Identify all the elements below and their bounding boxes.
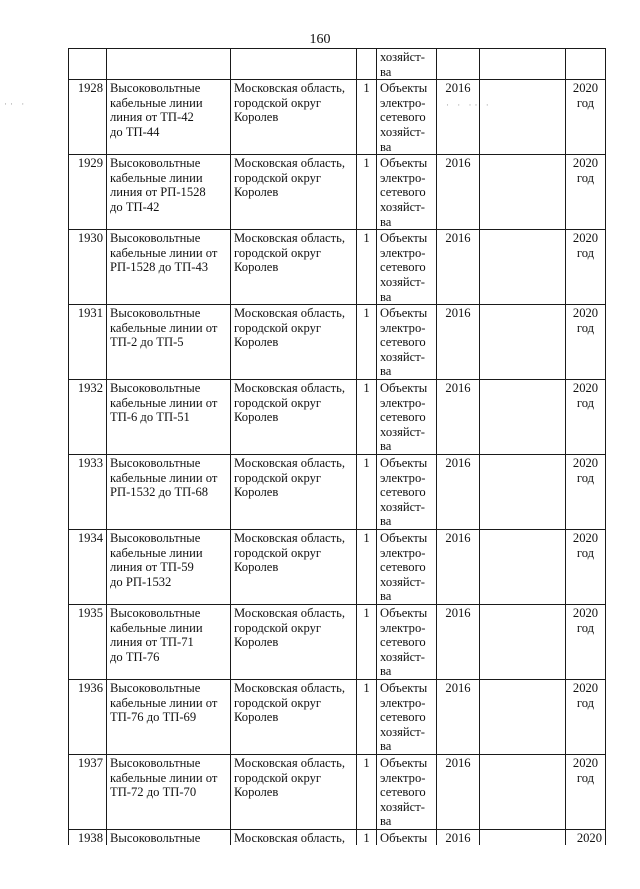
name-line: до ТП-76	[110, 649, 160, 664]
category-line: ва	[380, 289, 392, 304]
category-line: хозяйст-	[380, 724, 425, 739]
name-line: Высоковольтные	[110, 605, 201, 620]
cell-year-start: 2016	[437, 80, 480, 155]
scan-artifact-left: ·· ·	[4, 99, 28, 109]
location-line: Московская область,	[234, 531, 346, 545]
category-line: хозяйст-	[380, 574, 425, 589]
cell-num: 1932	[69, 380, 107, 455]
table-row	[69, 604, 606, 679]
objects-table	[68, 48, 606, 845]
location-line: Королев	[234, 785, 279, 800]
cell-year-end: 2020	[566, 829, 606, 845]
name-line: Высоковольтные	[110, 81, 201, 96]
cell-location	[231, 455, 357, 530]
cell-category	[377, 754, 437, 829]
cell-num: 1937	[69, 754, 107, 829]
name-line: Высоковольтные	[110, 680, 201, 695]
category-line: ва	[380, 439, 392, 454]
cell-blank	[480, 49, 566, 80]
cell-year-start: 2016	[437, 604, 480, 679]
name-line: кабельные линии от	[110, 395, 218, 410]
category-line: ва	[380, 64, 392, 79]
cell-year-start: 2016	[437, 455, 480, 530]
location-line: городской округ	[234, 770, 322, 785]
location-line: Московская область,	[234, 680, 346, 695]
table-row	[69, 530, 606, 605]
year-end-unit: год	[576, 95, 595, 110]
location-line: Московская область,	[234, 456, 346, 471]
name-line: до ТП-44	[110, 124, 160, 139]
table-body	[69, 49, 606, 846]
cell-num: 1935	[69, 604, 107, 679]
name-line: кабельные линии	[110, 545, 203, 560]
cell-location	[231, 604, 357, 679]
cell-location: Московская область,	[231, 829, 357, 845]
category-line: электро-	[380, 695, 426, 710]
table-row-last	[69, 829, 606, 845]
location-line: Королев	[234, 560, 279, 575]
location-line: городской округ	[234, 320, 322, 335]
category-line: ва	[380, 139, 392, 154]
cell-blank	[480, 80, 566, 155]
location-line: Королев	[234, 485, 279, 500]
category-line: сетевого	[380, 560, 426, 575]
category-line: хозяйст-	[380, 424, 425, 439]
location-line: городской округ	[234, 245, 322, 260]
cell-year-end	[566, 679, 606, 754]
cell-num: 1929	[69, 155, 107, 230]
category-line: хозяйст-	[380, 124, 425, 139]
name-line: кабельные линии от	[110, 245, 218, 260]
table-row	[69, 455, 606, 530]
cell-blank	[480, 230, 566, 305]
cell-category	[377, 49, 437, 80]
cell-year-start	[437, 49, 480, 80]
year-end-value: 2020	[572, 381, 599, 396]
category-line: хозяйст-	[380, 50, 425, 64]
name-line: Высоковольтные	[110, 456, 201, 471]
location-line: городской округ	[234, 620, 322, 635]
category-line: ва	[380, 739, 392, 754]
cell-blank	[480, 455, 566, 530]
year-end-value: 2020	[572, 306, 599, 321]
year-end-value: 2020	[572, 680, 599, 695]
year-end-value: 2020	[572, 531, 599, 545]
cell-location	[231, 230, 357, 305]
name-line: РП-1528 до ТП-43	[110, 260, 209, 275]
cell-category	[377, 155, 437, 230]
scan-artifact-right: · · ·· ·	[446, 100, 492, 110]
cell-blank	[480, 305, 566, 380]
table-row	[69, 305, 606, 380]
name-line: кабельные линии от	[110, 470, 218, 485]
cell-num: 1931	[69, 305, 107, 380]
table-row	[69, 754, 606, 829]
category-line: электро-	[380, 395, 426, 410]
location-line: Королев	[234, 635, 279, 650]
location-line: Московская область,	[234, 381, 346, 396]
name-line: линия от ТП-71	[110, 635, 194, 650]
year-end-unit: год	[576, 620, 595, 635]
name-line: Высоковольтные	[110, 381, 201, 396]
name-line: РП-1532 до ТП-68	[110, 485, 209, 500]
name-line: кабельные линии от	[110, 695, 218, 710]
cell-name	[107, 754, 231, 829]
category-line: сетевого	[380, 260, 426, 275]
table-row	[69, 80, 606, 155]
location-line: городской округ	[234, 395, 322, 410]
cell-num: 1934	[69, 530, 107, 605]
location-line: Московская область,	[234, 605, 346, 620]
cell-category	[377, 230, 437, 305]
cell-category	[377, 455, 437, 530]
cell-num: 1928	[69, 80, 107, 155]
cell-location	[231, 530, 357, 605]
table-row	[69, 230, 606, 305]
category-line: Объекты	[380, 456, 428, 471]
cell-qty: 1	[357, 80, 377, 155]
name-line: линия от ТП-42	[110, 110, 194, 125]
name-line: кабельные линии	[110, 170, 203, 185]
category-line: электро-	[380, 470, 426, 485]
cell-qty	[357, 49, 377, 80]
cell-location	[231, 679, 357, 754]
cell-name	[107, 604, 231, 679]
cell-year-end	[566, 754, 606, 829]
cell-location	[231, 80, 357, 155]
category-line: Объекты	[380, 81, 428, 96]
cell-blank	[480, 829, 566, 845]
location-line: Королев	[234, 110, 279, 125]
year-end-unit: год	[576, 395, 595, 410]
location-line: Московская область,	[234, 156, 346, 171]
name-line: кабельные линии от	[110, 770, 218, 785]
location-line: городской округ	[234, 170, 322, 185]
cell-year-end	[566, 49, 606, 80]
category-line: ва	[380, 589, 392, 604]
cell-year-start: 2016	[437, 305, 480, 380]
category-line: электро-	[380, 320, 426, 335]
cell-name	[107, 80, 231, 155]
table-row	[69, 155, 606, 230]
category-line: электро-	[380, 620, 426, 635]
cell-category	[377, 80, 437, 155]
category-line: электро-	[380, 95, 426, 110]
category-line: Объекты	[380, 605, 428, 620]
cell-num: 1930	[69, 230, 107, 305]
name-line: до ТП-42	[110, 199, 160, 214]
year-end-unit: год	[576, 470, 595, 485]
location-line: Королев	[234, 710, 279, 725]
category-line: сетевого	[380, 110, 426, 125]
cell-qty: 1	[357, 679, 377, 754]
name-line: кабельные линии	[110, 95, 203, 110]
cell-year-end	[566, 80, 606, 155]
category-line: электро-	[380, 545, 426, 560]
cell-year-start: 2016	[437, 530, 480, 605]
cell-qty: 1	[357, 530, 377, 605]
name-line: ТП-6 до ТП-51	[110, 410, 190, 425]
cell-blank	[480, 754, 566, 829]
cell-name: Высоковольтные	[107, 829, 231, 845]
table-row	[69, 380, 606, 455]
year-end-value: 2020	[572, 156, 599, 171]
cell-qty: 1	[357, 380, 377, 455]
cell-name	[107, 380, 231, 455]
category-line: электро-	[380, 245, 426, 260]
cell-qty: 1	[357, 230, 377, 305]
category-line: ва	[380, 664, 392, 679]
cell-location	[231, 49, 357, 80]
cell-year-start: 2016	[437, 829, 480, 845]
cell-num	[69, 49, 107, 80]
cell-location	[231, 155, 357, 230]
year-end-value: 2020	[572, 755, 599, 770]
category-line: хозяйст-	[380, 274, 425, 289]
category-line: хозяйст-	[380, 499, 425, 514]
name-line: ТП-2 до ТП-5	[110, 335, 184, 350]
category-line: Объекты	[380, 231, 428, 246]
cell-year-end	[566, 155, 606, 230]
category-line: Объекты	[380, 531, 428, 545]
category-line: сетевого	[380, 410, 426, 425]
cell-year-start: 2016	[437, 230, 480, 305]
cell-year-start: 2016	[437, 754, 480, 829]
cell-category	[377, 604, 437, 679]
category-line: сетевого	[380, 785, 426, 800]
year-end-unit: год	[576, 320, 595, 335]
year-end-value: 2020	[572, 81, 599, 96]
cell-qty: 1	[357, 455, 377, 530]
category-line: Объекты	[380, 306, 428, 321]
name-line: до РП-1532	[110, 574, 172, 589]
name-line: линия от ТП-59	[110, 560, 194, 575]
category-line: хозяйст-	[380, 199, 425, 214]
cell-blank	[480, 604, 566, 679]
cell-category	[377, 679, 437, 754]
location-line: Московская область,	[234, 755, 346, 770]
cell-location	[231, 380, 357, 455]
name-line: ТП-76 до ТП-69	[110, 710, 197, 725]
location-line: городской округ	[234, 695, 322, 710]
category-line: сетевого	[380, 485, 426, 500]
year-end-value: 2020	[572, 456, 599, 471]
table-row-continuation	[69, 49, 606, 80]
cell-location	[231, 305, 357, 380]
cell-year-end	[566, 380, 606, 455]
cell-year-end	[566, 604, 606, 679]
cell-blank	[480, 530, 566, 605]
year-end-unit: год	[576, 170, 595, 185]
location-line: Московская область,	[234, 306, 346, 321]
name-line: Высоковольтные	[110, 755, 201, 770]
category-line: электро-	[380, 770, 426, 785]
cell-year-end	[566, 305, 606, 380]
year-end-unit: год	[576, 770, 595, 785]
cell-name	[107, 455, 231, 530]
location-line: Королев	[234, 410, 279, 425]
name-line: кабельные линии	[110, 620, 203, 635]
name-line: Высоковольтные	[110, 156, 201, 171]
year-end-value: 2020	[572, 231, 599, 246]
table-row	[69, 679, 606, 754]
category-line: ва	[380, 814, 392, 829]
location-line: Королев	[234, 335, 279, 350]
cell-year-end	[566, 455, 606, 530]
category-line: сетевого	[380, 185, 426, 200]
page-number: 160	[309, 32, 331, 47]
category-line: ва	[380, 364, 392, 379]
location-line: городской округ	[234, 545, 322, 560]
category-line: ва	[380, 514, 392, 529]
cell-name	[107, 305, 231, 380]
category-line: хозяйст-	[380, 649, 425, 664]
year-end-unit: год	[576, 545, 595, 560]
cell-category	[377, 305, 437, 380]
name-line: Высоковольтные	[110, 531, 201, 545]
category-line: сетевого	[380, 335, 426, 350]
category-line: сетевого	[380, 710, 426, 725]
location-line: городской округ	[234, 95, 322, 110]
category-line: электро-	[380, 170, 426, 185]
category-line: Объекты	[380, 680, 428, 695]
category-line: Объекты	[380, 381, 428, 396]
name-line: Высоковольтные	[110, 231, 201, 246]
location-line: городской округ	[234, 470, 322, 485]
cell-name	[107, 679, 231, 754]
category-line: хозяйст-	[380, 349, 425, 364]
cell-year-start: 2016	[437, 679, 480, 754]
cell-name	[107, 530, 231, 605]
location-line: Королев	[234, 260, 279, 275]
name-line: ТП-72 до ТП-70	[110, 785, 197, 800]
cell-category	[377, 380, 437, 455]
cell-blank	[480, 679, 566, 754]
category-line: сетевого	[380, 635, 426, 650]
cell-year-end	[566, 230, 606, 305]
cell-category: Объекты	[377, 829, 437, 845]
cell-name	[107, 230, 231, 305]
cell-qty: 1	[357, 604, 377, 679]
year-end-unit: год	[576, 245, 595, 260]
cell-qty: 1	[357, 754, 377, 829]
name-line: кабельные линии от	[110, 320, 218, 335]
cell-blank	[480, 155, 566, 230]
name-line: Высоковольтные	[110, 306, 201, 321]
cell-year-start: 2016	[437, 155, 480, 230]
cell-year-start: 2016	[437, 380, 480, 455]
year-end-value: 2020	[572, 605, 599, 620]
category-line: Объекты	[380, 156, 428, 171]
cell-qty: 1	[357, 155, 377, 230]
cell-year-end	[566, 530, 606, 605]
year-end-unit: год	[576, 695, 595, 710]
location-line: Московская область,	[234, 81, 346, 96]
name-line: линия от РП-1528	[110, 185, 206, 200]
cell-location	[231, 754, 357, 829]
cell-category	[377, 530, 437, 605]
cell-qty: 1	[357, 305, 377, 380]
location-line: Московская область,	[234, 231, 346, 246]
cell-num: 1936	[69, 679, 107, 754]
category-line: ва	[380, 214, 392, 229]
location-line: Королев	[234, 185, 279, 200]
cell-qty: 1	[357, 829, 377, 845]
cell-blank	[480, 380, 566, 455]
cell-num: 1938	[69, 829, 107, 845]
cell-name	[107, 49, 231, 80]
cell-num: 1933	[69, 455, 107, 530]
cell-name	[107, 155, 231, 230]
category-line: хозяйст-	[380, 799, 425, 814]
category-line: Объекты	[380, 755, 428, 770]
